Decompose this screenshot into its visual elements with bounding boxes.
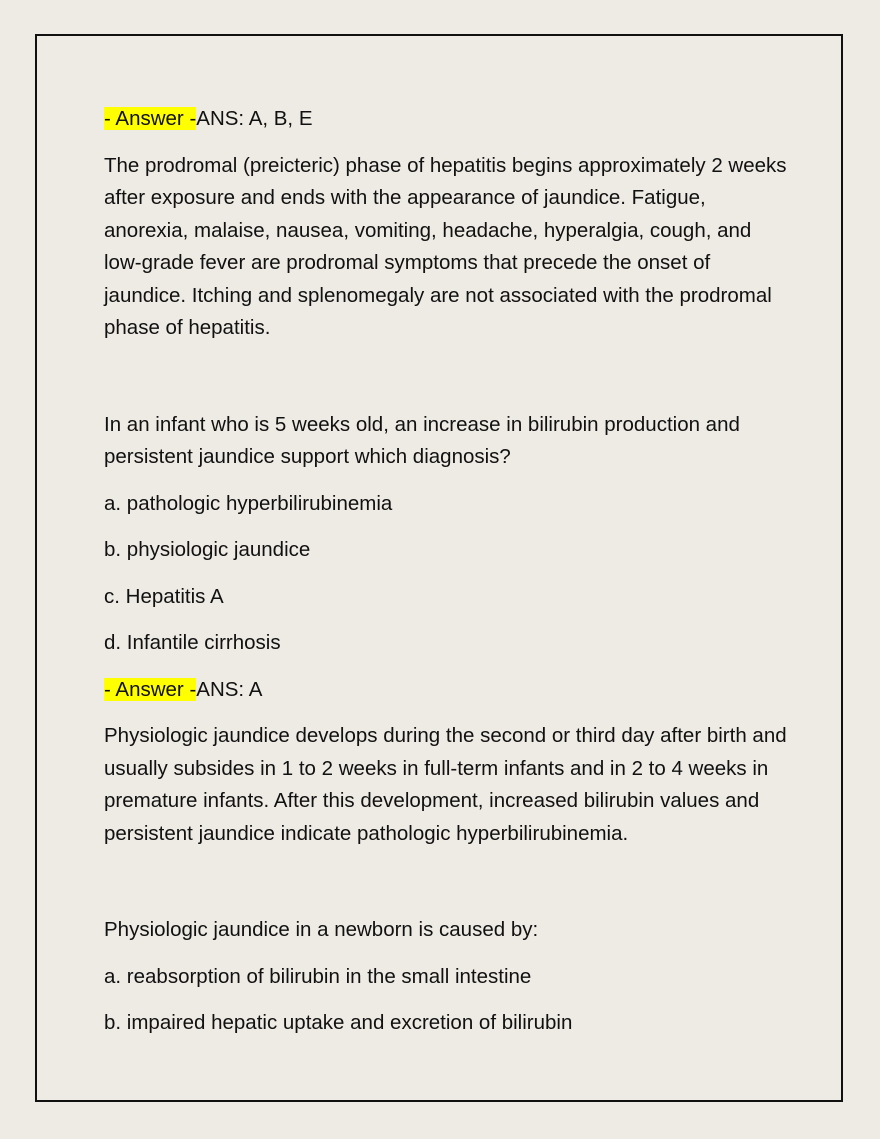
answer-option-d: d. Infantile cirrhosis <box>104 631 281 654</box>
question-text: In an infant who is 5 weeks old, an increase in bilirubin production and persistent jaundice support which diagnosis? <box>104 412 740 468</box>
answer-explanation: Physiologic jaundice develops during the second or third day after birth and usually subsides in 1 to 2 weeks in full-term infants and in 2 to 4 weeks in premature infants. After this development, increased bilirubin values and persistent jaundice indicate pathologic hyperbilirubinemia. <box>104 724 787 845</box>
answer-text: ANS: A <box>196 677 263 701</box>
answer-explanation: The prodromal (preicteric) phase of hepatitis begins approximately 2 weeks after exposure and ends with the appearance of jaundice. Fatigue, anorexia, malaise, nausea, vomiting, headache, hyperalgia, cough, and low-grade fever are prodromal symptoms that precede the onset of jaundice. Itching and splenomegaly are not associated with the prodromal phase of hepatitis. <box>104 153 787 339</box>
document-content <box>104 103 794 1054</box>
answer-line <box>104 674 794 707</box>
answer-text: ANS: A, B, E <box>196 107 313 130</box>
answer-highlight: - Answer - <box>104 677 197 701</box>
question-text: Physiologic jaundice in a newborn is caused by: <box>104 918 539 941</box>
answer-option-c: c. Hepatitis A <box>104 584 224 608</box>
answer-highlight: - Answer - <box>104 107 197 130</box>
answer-option-a: a. reabsorption of bilirubin in the small intestine <box>104 964 532 988</box>
answer-option-a: a. pathologic hyperbilirubinemia <box>104 491 393 515</box>
answer-option-b: b. impaired hepatic uptake and excretion of bilirubin <box>104 1011 573 1034</box>
answer-option-b: b. physiologic jaundice <box>104 538 311 561</box>
answer-line <box>104 103 794 136</box>
